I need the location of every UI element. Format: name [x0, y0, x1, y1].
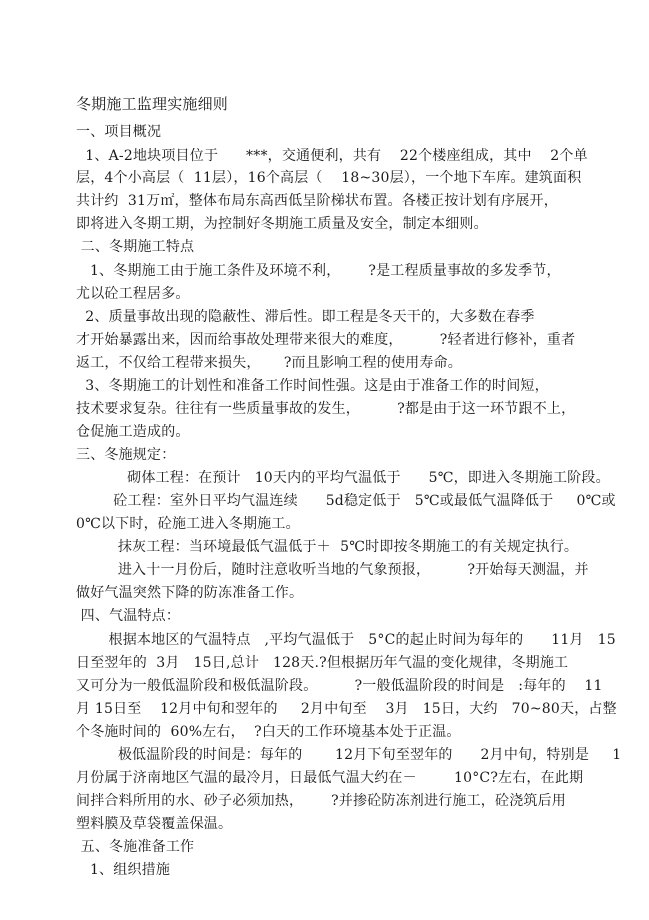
heading-5: 五、冬施准备工作: [76, 839, 195, 855]
paragraph-line: 才开始暴露出来，因而给事故处理带来很大的难度， ?轻者进行修补，重者: [76, 332, 576, 348]
document-title: 冬期施工监理实施细则: [76, 95, 229, 113]
paragraph-line: 根据本地区的气温特点 ,平均气温低于 5°C的起止时间为每年的 11月 15: [76, 632, 616, 648]
heading-2: 二、冬期施工特点: [76, 239, 195, 255]
paragraph-line: 2、质量事故出现的隐蔽性、滞后性。即工程是冬天干的，大多数在春季: [76, 309, 535, 325]
paragraph-line: 个冬施时间的 60%左右， ?白天的工作环境基本处于正温。: [76, 724, 461, 740]
paragraph-line: 做好气温突然下降的防冻准备工作。: [76, 585, 304, 601]
subheading: 1、组织措施: [76, 862, 171, 878]
heading-1: 一、项目概况: [76, 124, 162, 140]
paragraph-line: 即将进入冬期工期，为控制好冬期施工质量及安全，制定本细则。: [76, 216, 488, 232]
paragraph-line: 层，4个小高层（ 11层），16个高层（ 18~30层），一个地下车库。建筑面积: [76, 170, 582, 186]
paragraph-line: 又可分为一般低温阶段和极低温阶段。 ?一般低温阶段的时间是 :每年的 11: [76, 678, 603, 694]
paragraph-line: 3、冬期施工的计划性和准备工作时间性强。这是由于准备工作的时间短，: [76, 378, 549, 394]
paragraph-line: 返工，不仅给工程带来损失， ?而且影响工程的使用寿命。: [76, 355, 462, 371]
paragraph-line: 极低温阶段的时间是：每年的 12月下旬至翌年的 2月中旬，特别是 1: [76, 747, 622, 763]
paragraph-line: 共计约 31万㎡，整体布局东高西低呈阶梯状布置。各楼正按计划有序展开，: [76, 193, 558, 209]
paragraph-line: 尤以砼工程居多。: [76, 286, 190, 302]
paragraph-line: 抹灰工程：当环境最低气温低于＋ 5℃时即按冬期施工的有关规定执行。: [76, 539, 579, 555]
paragraph-line: 月份属于济南地区气温的最冷月，日最低气温大约在－ 10°C?左右，在此期: [76, 770, 584, 786]
paragraph-line: 进入十一月份后，随时注意收听当地的气象预报， ?开始每天测温，并: [76, 562, 589, 578]
heading-3: 三、冬施规定：: [76, 447, 176, 463]
paragraph-line: 技术要求复杂。往往有一些质量事故的发生， ?都是由于这一环节跟不上，: [76, 401, 576, 417]
paragraph-line: 仓促施工造成的。: [76, 424, 190, 440]
paragraph-line: 日至翌年的 3月 15日,总计 128天.?但根据历年气温的变化规律，冬期施工: [76, 655, 569, 671]
paragraph-line: 1、冬期施工由于施工条件及环境不利， ?是工程质量事故的多发季节，: [76, 263, 561, 279]
paragraph-line: 砼工程：室外日平均气温连续 5d稳定低于 5℃或最低气温降低于 0℃或: [76, 493, 616, 509]
paragraph-line: 砌体工程：在预计 10天内的平均气温低于 5℃，即进入冬期施工阶段。: [76, 470, 610, 486]
paragraph-line: 间拌合料所用的水、砂子必须加热， ?并掺砼防冻剂进行施工，砼浇筑后用: [76, 793, 567, 809]
paragraph-line: 塑料膜及草袋覆盖保温。: [76, 816, 233, 832]
heading-4: 四、气温特点：: [76, 608, 181, 624]
paragraph-line: 1、A-2地块项目位于 ***，交通便利，共有 22个楼座组成，其中 2个单: [76, 148, 588, 164]
paragraph-line: 0℃以下时，砼施工进入冬期施工。: [76, 516, 300, 532]
paragraph-line: 月 15日至 12月中旬和翌年的 2月中旬至 3月 15日，大约 70~80天，占整: [76, 701, 617, 717]
